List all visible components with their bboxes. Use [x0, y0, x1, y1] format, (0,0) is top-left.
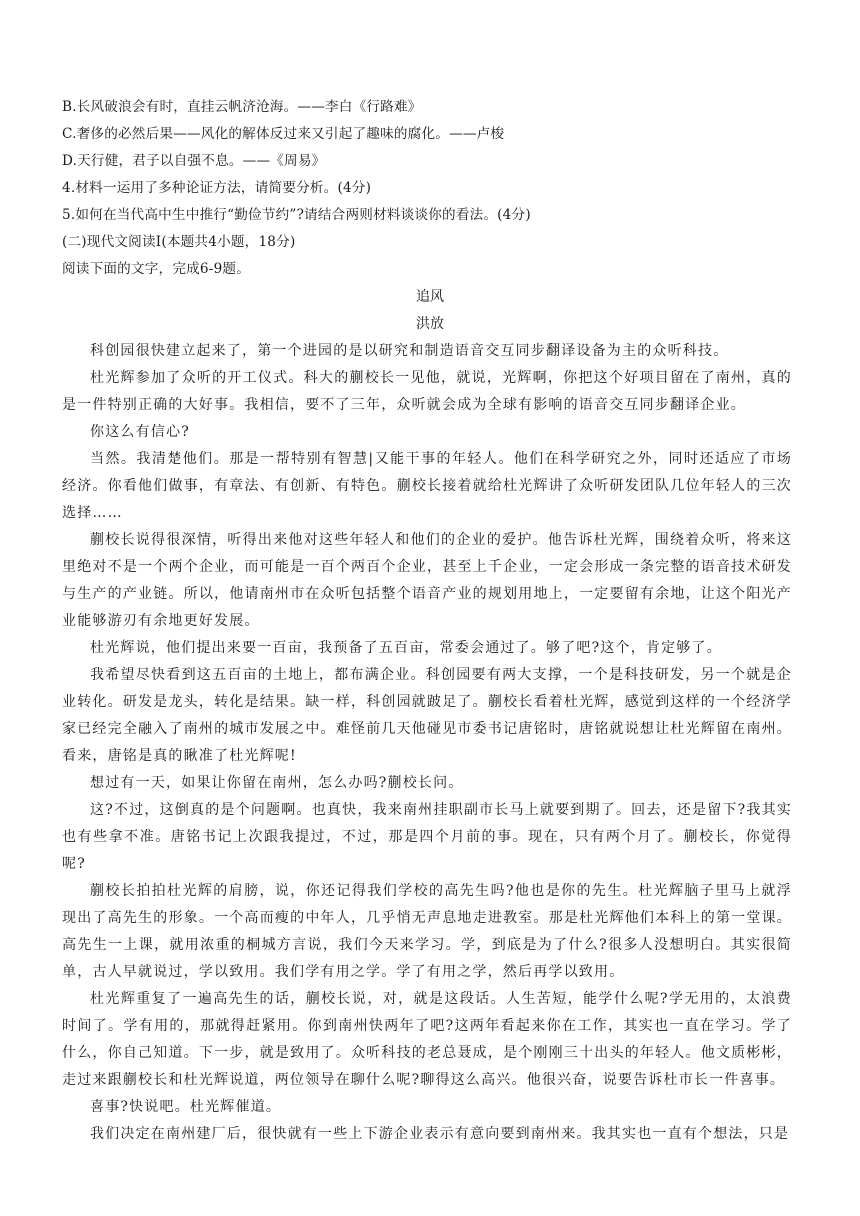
paragraph: 杜光辉说，他们提出来要一百亩，我预备了五百亩，常委会通过了。够了吧?这个，肯定够了。 — [90, 640, 722, 656]
section-instruction: 阅读下面的文字，完成6-9题。 — [62, 261, 251, 277]
paragraph: 当然。我清楚他们。那是一帮特别有智慧|又能干事的年轻人。他们在科学研究之外，同时还适应了市场经济。你看他们做事，有章法、有创新、有特色。蒯校长接着就给杜光辉讲了众听研发团队几位年轻人的三次选择…… — [62, 451, 792, 521]
paragraph: 蒯校长拍拍杜光辉的肩膀，说，你还记得我们学校的高先生吗?他也是你的先生。杜光辉脑子里马上就浮现出了高先生的形象。一个高而瘦的中年人，几乎悄无声息地走进教室。那是杜光辉他们本科上的第一堂课。高先生一上课，就用浓重的桐城方言说，我们今天来学习。学，到底是为了什么?很多人没想明白。其实很简单，古人早就说过，学以致用。我们学有用之学。学了有用之学，然后再学以致用。 — [62, 883, 792, 980]
section-heading: (二)现代文阅读Ⅰ(本题共4小题，18分) — [62, 234, 296, 250]
paragraph: 杜光辉参加了众听的开工仪式。科大的蒯校长一见他，就说，光辉啊，你把这个好项目留在了南州，真的是一件特别正确的大好事。我相信，要不了三年，众听就会成为全球有影响的语音交互同步翻译企业。 — [62, 370, 792, 413]
paragraph: 我们决定在南州建厂后，很快就有一些上下游企业表示有意向要到南州来。我其实也一直有个想法，只是 — [90, 1126, 790, 1142]
paragraph: 这?不过，这倒真的是个问题啊。也真快，我来南州挂职副市长马上就要到期了。回去，还是留下?我其实也有些拿不准。唐铭书记上次跟我提过，不过，那是四个月前的事。现在，只有两个月了。蒯校长，你觉得呢? — [62, 802, 792, 872]
paragraph: 我希望尽快看到这五百亩的土地上，都布满企业。科创园要有两大支撑，一个是科技研发，另一个就是企业转化。研发是龙头，转化是结果。缺一样，科创园就跛足了。蒯校长看着杜光辉，感觉到这样的一个经济学家已经完全融入了南州的城市发展之中。难怪前几天他碰见市委书记唐铭时，唐铭就说想让杜光辉留在南州。看来，唐铭是真的瞅准了杜光辉呢! — [62, 667, 792, 764]
option-b: B.长风破浪会有时，直挂云帆济沧海。——李白《行路难》 — [62, 99, 422, 115]
article-body — [62, 338, 792, 1148]
paragraph: 想过有一天，如果让你留在南州，怎么办吗?蒯校长问。 — [90, 775, 464, 791]
paragraph: 杜光辉重复了一遍高先生的话，蒯校长说，对，就是这段话。人生苦短，能学什么呢?学无用的，太浪费时间了。学有用的，那就得赶紧用。你到南州快两年了吧?这两年看起来你在工作，其实也一直在学习。学了什么，你自己知道。下一步，就是致用了。众听科技的老总聂成，是个刚刚三十出头的年轻人。他文质彬彬，走过来跟蒯校长和杜光辉说道，两位领导在聊什么呢?聊得这么高兴。他很兴奋，说要告诉杜市长一件喜事。 — [62, 991, 792, 1088]
article-author: 洪放 — [416, 316, 444, 332]
option-d: D.天行健，君子以自强不息。——《周易》 — [62, 153, 326, 169]
paragraph: 科创园很快建立起来了，第一个进园的是以研究和制造语音交互同步翻译设备为主的众听科技。 — [90, 343, 729, 359]
option-c: C.奢侈的必然后果——风化的解体反过来又引起了趣味的腐化。——卢梭 — [62, 126, 505, 142]
question-4: 4.材料一运用了多种论证方法，请简要分析。(4分) — [62, 180, 372, 196]
article-title: 追风 — [416, 289, 444, 305]
question-5: 5.如何在当代高中生中推行“勤俭节约”?请结合两则材料谈谈你的看法。(4分) — [62, 207, 531, 223]
paragraph: 蒯校长说得很深情，听得出来他对这些年轻人和他们的企业的爱护。他告诉杜光辉，围绕着众听，将来这里绝对不是一个两个企业，而可能是一百个两百个企业，甚至上千企业，一定会形成一条完整的语音技术研发与生产的产业链。所以，他请南州市在众听包括整个语音产业的规划用地上，一定要留有余地，让这个阳光产业能够游刃有余地更好发展。 — [62, 532, 792, 629]
paragraph: 喜事?快说吧。杜光辉催道。 — [90, 1099, 282, 1115]
paragraph: 你这么有信心? — [90, 424, 190, 440]
